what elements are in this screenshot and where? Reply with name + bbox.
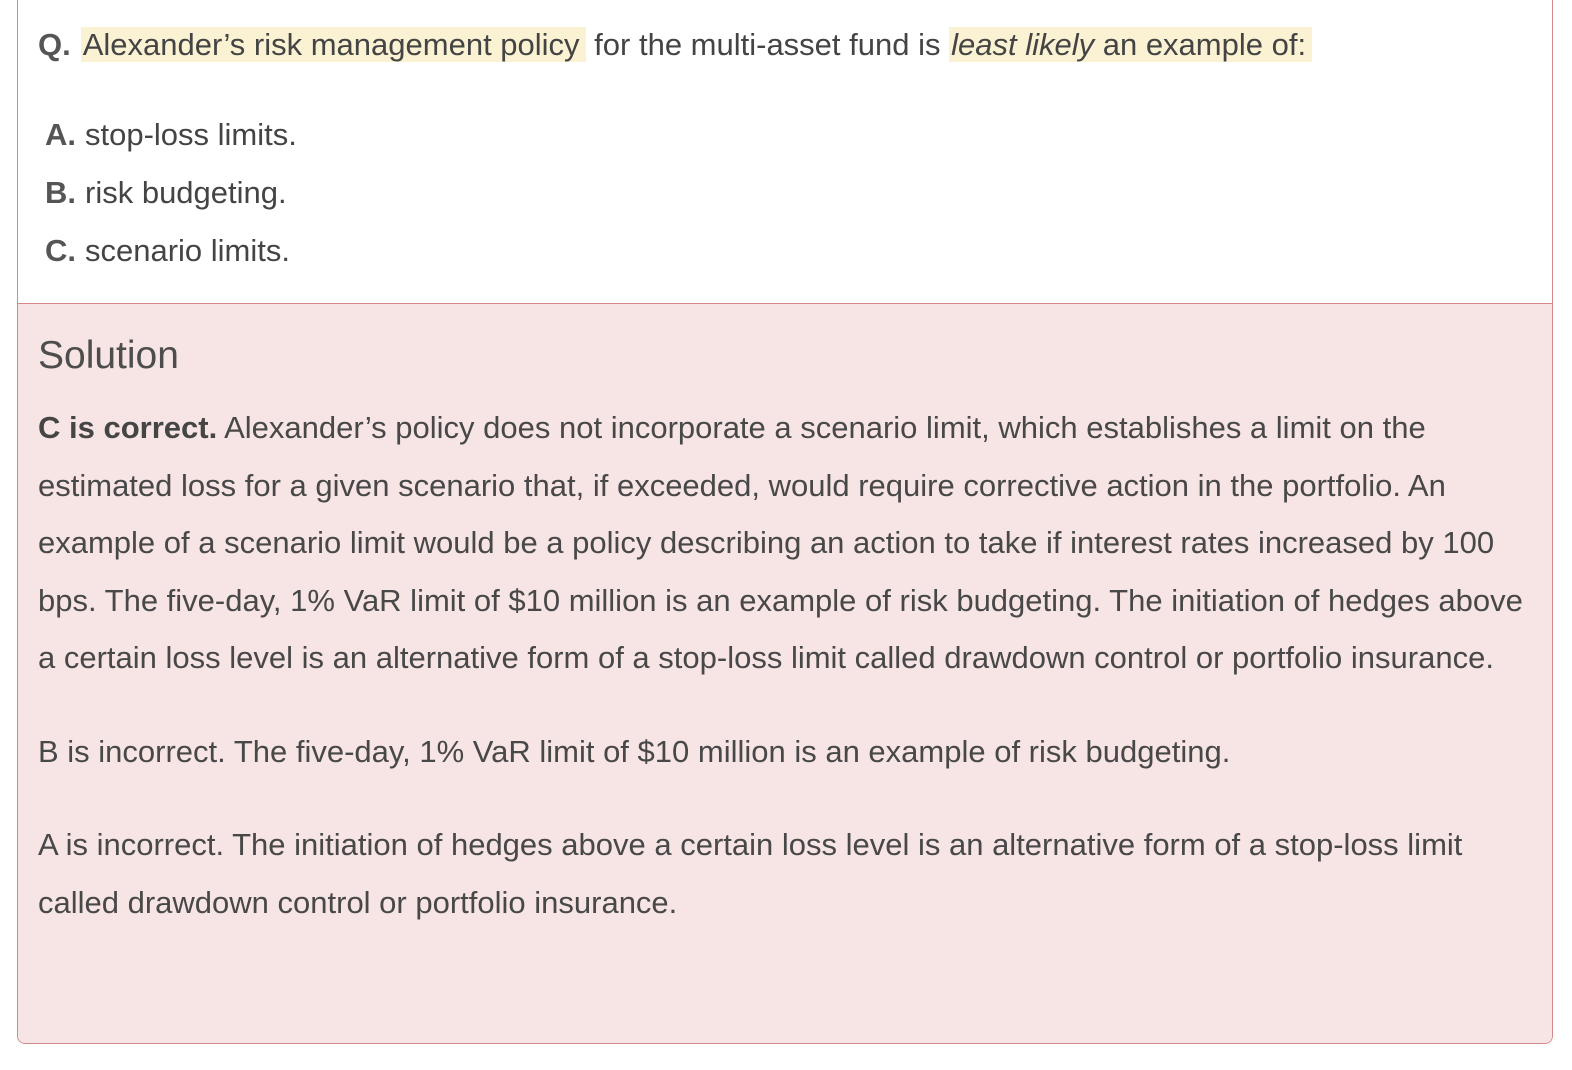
solution-title: Solution	[38, 334, 179, 377]
correct-answer-label: C is correct.	[38, 410, 218, 445]
solution-panel	[18, 304, 1552, 1044]
option-letter: A.	[45, 117, 76, 152]
solution-a-paragraph: A is incorrect. The initiation of hedges above a certain loss level is an alternative form of a stop-loss limit called drawdown control or portfolio insurance.	[38, 827, 1463, 920]
solution-correct-paragraph	[38, 399, 1538, 687]
question-prefix: Q.	[38, 27, 71, 62]
option-b[interactable]	[45, 173, 297, 231]
option-text: risk budgeting.	[85, 175, 287, 210]
question-card	[17, 0, 1553, 1044]
solution-body	[38, 399, 1538, 931]
solution-b-paragraph: B is incorrect. The five-day, 1% VaR limit of $10 million is an example of risk budgeting.	[38, 733, 1231, 769]
option-text: scenario limits.	[85, 233, 290, 268]
option-a[interactable]	[45, 115, 297, 173]
question-highlight-end: an example of:	[1094, 27, 1307, 62]
correct-answer-explanation: Alexander’s policy does not incorporate a scenario limit, which establishes a limit on the estimated loss for a given scenario that, if exceeded, would require corrective action in the portfolio. An example of a scenario limit would be a policy describing an action to take if interest rates increased by 100 bps. The five-day, 1% VaR limit of $10 million is an example of risk budgeting. The initiation of hedges above a certain loss level is an alternative form of a stop-loss limit called drawdown control or portfolio insurance.	[38, 410, 1523, 675]
question-panel	[18, 0, 1552, 304]
option-letter: B.	[45, 175, 76, 210]
option-text: stop-loss limits.	[85, 117, 297, 152]
answer-options	[45, 115, 297, 289]
question-emphasis: least likely	[951, 27, 1095, 62]
question-text	[38, 23, 1312, 67]
option-c[interactable]	[45, 231, 297, 289]
option-letter: C.	[45, 233, 76, 268]
question-middle-text: for the multi-asset fund is	[585, 27, 950, 62]
question-highlight-policy: Alexander’s risk management policy	[81, 27, 586, 62]
